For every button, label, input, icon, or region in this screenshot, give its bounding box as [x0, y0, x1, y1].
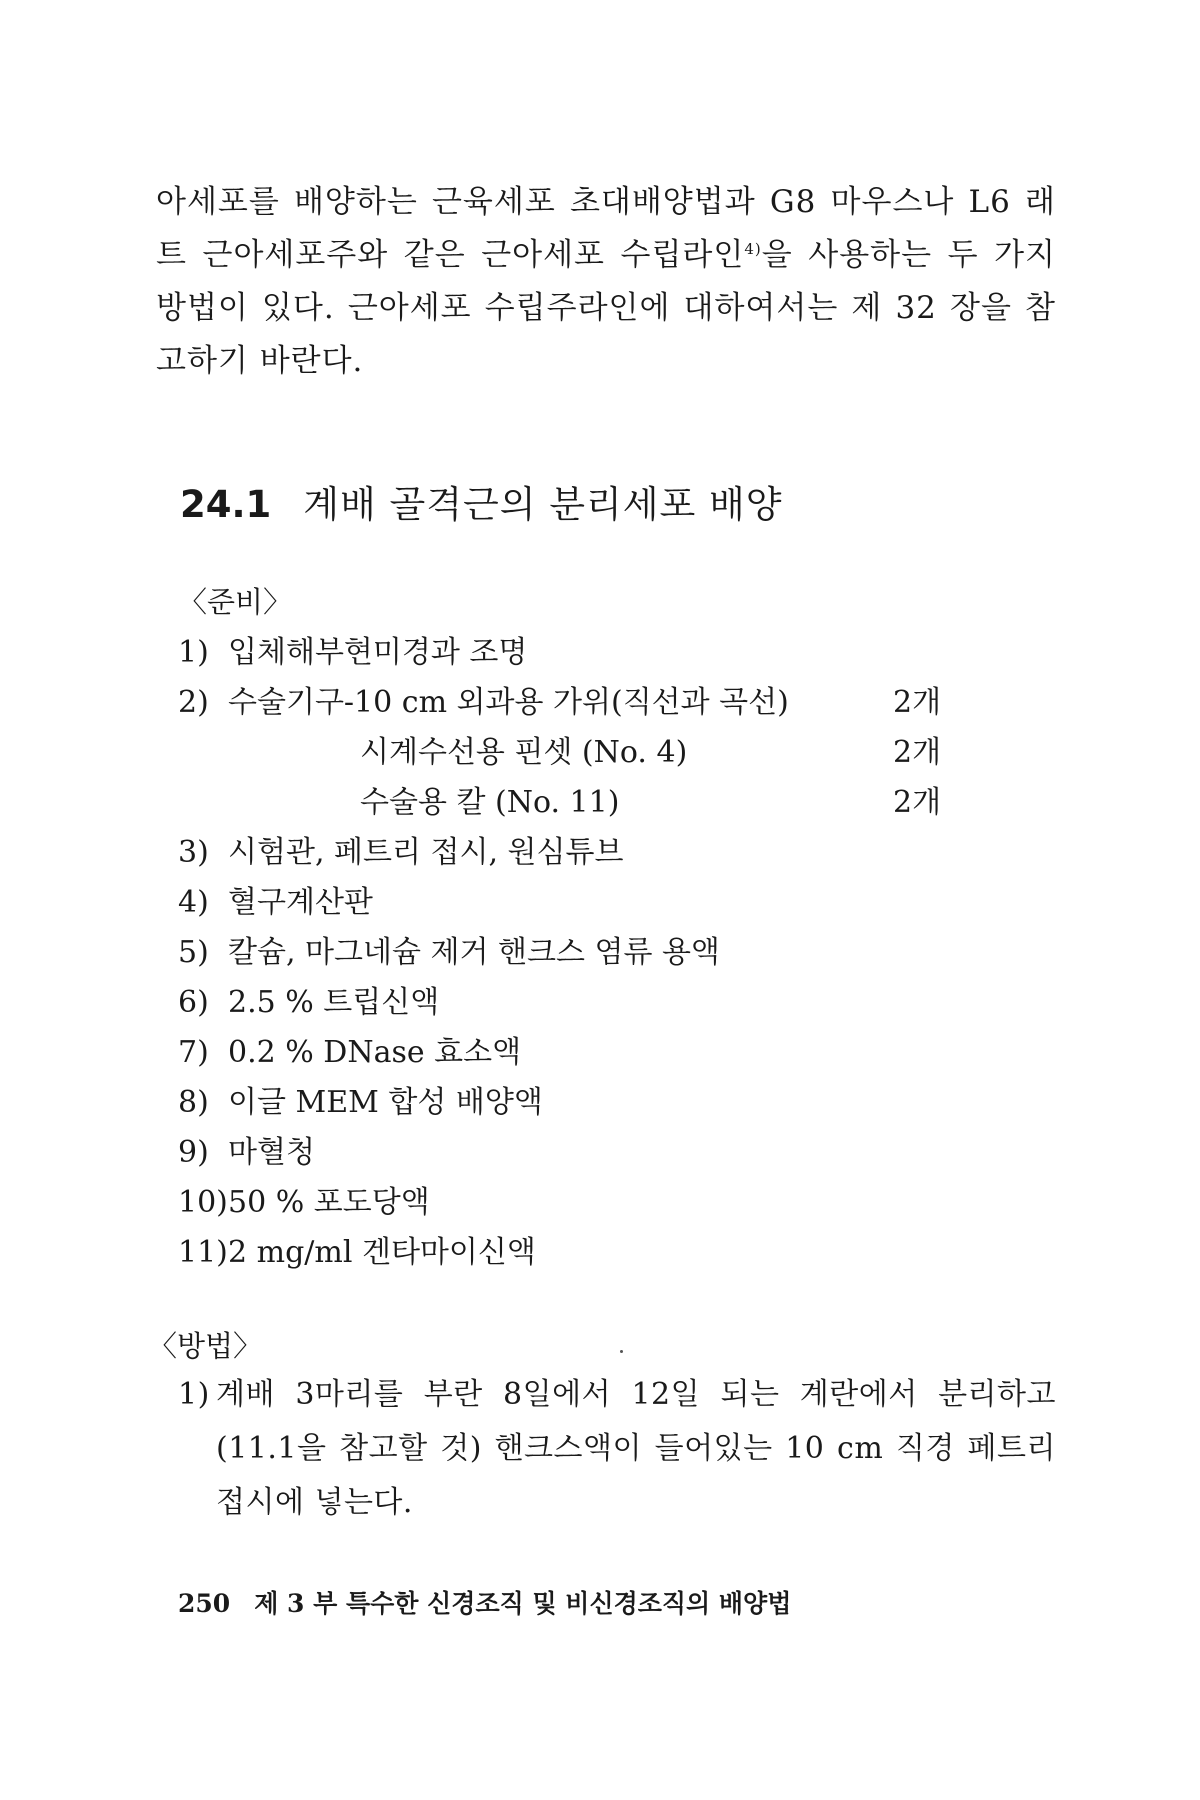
item-text: 시험관, 페트리 접시, 원심튜브	[228, 835, 624, 870]
section-title: 계배 골격근의 분리세포 배양	[303, 483, 783, 526]
item-text: 계배 3마리를 부란 8일에서 12일 되는 계란에서 분리하고 (11.1을 참고할 것) 핸크스액이 들어있는 10 cm 직경 페트리 접시에 넣는다.	[216, 1377, 1056, 1520]
list-item	[178, 778, 958, 828]
item-quantity: 2개	[893, 685, 942, 720]
item-text: 시계수선용 핀셋 (No. 4)	[360, 735, 688, 770]
item-number: 10)	[178, 1185, 228, 1220]
method-list	[178, 1368, 1056, 1530]
item-text: 입체해부현미경과 조명	[228, 635, 528, 670]
item-text: 혈구계산판	[228, 885, 373, 920]
list-item	[178, 1368, 1056, 1530]
item-number: 8)	[178, 1085, 209, 1120]
item-number: 4)	[178, 885, 209, 920]
section-heading	[180, 480, 782, 530]
item-text: 2 mg/ml 겐타마이신액	[228, 1235, 536, 1270]
item-text: 수술용 칼 (No. 11)	[360, 785, 620, 820]
item-number: 6)	[178, 985, 209, 1020]
list-item	[178, 828, 958, 878]
item-text: 칼슘, 마그네슘 제거 핸크스 염류 용액	[228, 935, 720, 970]
item-text: 수술기구-10 cm 외과용 가위(직선과 곡선)	[228, 685, 789, 720]
list-item	[178, 1228, 958, 1278]
item-text: 마혈청	[228, 1135, 315, 1170]
item-number: 11)	[178, 1235, 228, 1270]
item-text: 0.2 % DNase 효소액	[228, 1035, 522, 1070]
list-item	[178, 1078, 958, 1128]
item-number: 3)	[178, 835, 209, 870]
intro-text-start: 아세포를 배양하는 근육세포 초대배양법과 G8 마우스나 L6 래트 근아세포주와 같은 근아세포 수립라인	[156, 184, 1056, 273]
intro-text	[156, 176, 1056, 388]
item-number: 1)	[178, 635, 209, 670]
list-item	[178, 1178, 958, 1228]
page-footer	[178, 1586, 791, 1622]
preparation-list	[178, 628, 958, 1278]
section-number: 24.1	[180, 483, 272, 526]
page-number: 250	[178, 1589, 231, 1618]
method-label: 〈방법〉	[148, 1329, 263, 1363]
item-number: 7)	[178, 1035, 209, 1070]
list-item	[178, 728, 958, 778]
running-footer-text: 제 3 부 특수한 신경조직 및 비신경조직의 배양법	[254, 1589, 792, 1618]
intro-paragraph	[156, 176, 1056, 388]
list-item	[178, 628, 958, 678]
list-item	[178, 1128, 958, 1178]
list-item	[178, 1028, 958, 1078]
item-number: 1)	[178, 1377, 210, 1412]
item-text: 이글 MEM 합성 배양액	[228, 1085, 543, 1120]
item-quantity: 2개	[893, 735, 942, 770]
item-number: 9)	[178, 1135, 209, 1170]
item-text: 50 % 포도당액	[228, 1185, 430, 1220]
list-item	[178, 678, 958, 728]
list-item	[178, 878, 958, 928]
item-text: 2.5 % 트립신액	[228, 985, 440, 1020]
intro-text-end: 을 사용하는 두 가지 방법이 있다. 근아세포 수립주라인에 대하여서는 제 32 장을 참고하기 바란다.	[156, 237, 1056, 379]
item-number: 2)	[178, 685, 209, 720]
item-quantity: 2개	[893, 785, 942, 820]
list-item	[178, 978, 958, 1028]
citation-superscript: 4)	[744, 240, 762, 258]
item-number: 5)	[178, 935, 209, 970]
list-item	[178, 928, 958, 978]
preparation-label: 〈준비〉	[178, 585, 293, 619]
speck-mark	[620, 1350, 623, 1353]
